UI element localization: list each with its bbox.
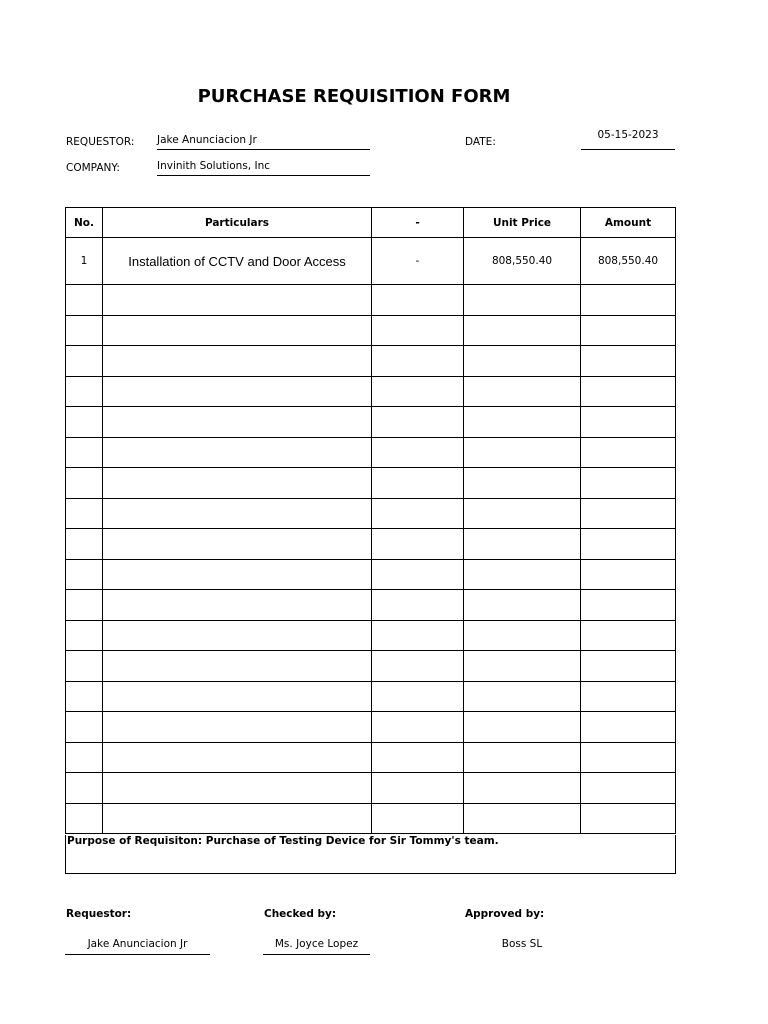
- sig-approved-name[interactable]: Boss SL: [501, 938, 543, 950]
- table-cell[interactable]: [372, 468, 464, 499]
- table-cell[interactable]: [103, 529, 372, 560]
- table-row: [66, 285, 676, 316]
- table-cell[interactable]: [372, 346, 464, 377]
- table-cell[interactable]: [372, 559, 464, 590]
- date-field[interactable]: 05-15-2023: [581, 129, 675, 150]
- form-title: PURCHASE REQUISITION FORM: [197, 86, 511, 107]
- table-cell[interactable]: [103, 803, 372, 834]
- table-cell[interactable]: [66, 651, 103, 682]
- header-particulars: Particulars: [103, 208, 372, 238]
- sig-checked-label: Checked by:: [264, 908, 337, 920]
- table-cell[interactable]: [103, 620, 372, 651]
- company-field[interactable]: Invinith Solutions, Inc: [157, 160, 370, 176]
- table-row: [66, 773, 676, 804]
- sig-checked-name[interactable]: Ms. Joyce Lopez: [263, 938, 370, 955]
- table-cell[interactable]: [464, 590, 581, 621]
- table-row: [66, 498, 676, 529]
- table-cell[interactable]: [464, 773, 581, 804]
- date-label: DATE:: [465, 136, 496, 148]
- table-row: [66, 468, 676, 499]
- cell-no[interactable]: 1: [66, 238, 103, 285]
- table-row: [66, 620, 676, 651]
- table-header-row: [66, 208, 676, 238]
- table-cell[interactable]: [581, 681, 676, 712]
- table-cell[interactable]: [581, 498, 676, 529]
- table-cell[interactable]: [103, 651, 372, 682]
- table-cell[interactable]: [66, 529, 103, 560]
- table-cell[interactable]: [464, 346, 581, 377]
- table-row: [66, 712, 676, 743]
- table-cell[interactable]: [103, 346, 372, 377]
- table-cell[interactable]: [372, 437, 464, 468]
- table-cell[interactable]: [66, 315, 103, 346]
- table-cell[interactable]: [581, 651, 676, 682]
- table-cell[interactable]: [464, 285, 581, 316]
- table-cell[interactable]: [66, 620, 103, 651]
- table-cell[interactable]: [103, 712, 372, 743]
- table-cell[interactable]: [66, 437, 103, 468]
- table-cell[interactable]: [372, 529, 464, 560]
- purpose-box[interactable]: Purpose of Requisiton: Purchase of Testing Device for Sir Tommy's team.: [65, 835, 676, 874]
- table-cell[interactable]: [66, 803, 103, 834]
- table-cell[interactable]: [372, 681, 464, 712]
- table-row: [66, 407, 676, 438]
- table-cell[interactable]: [581, 437, 676, 468]
- table-cell[interactable]: [581, 773, 676, 804]
- table-cell[interactable]: [103, 773, 372, 804]
- table-cell[interactable]: [66, 590, 103, 621]
- table-cell[interactable]: [66, 681, 103, 712]
- table-cell[interactable]: [464, 742, 581, 773]
- table-cell[interactable]: [66, 773, 103, 804]
- table-cell[interactable]: [103, 590, 372, 621]
- table-cell[interactable]: [103, 285, 372, 316]
- table-cell[interactable]: [581, 285, 676, 316]
- table-cell[interactable]: [103, 498, 372, 529]
- table-cell[interactable]: [464, 407, 581, 438]
- table-cell[interactable]: [103, 407, 372, 438]
- table-cell[interactable]: [372, 590, 464, 621]
- table-cell[interactable]: [581, 712, 676, 743]
- table-cell[interactable]: [66, 376, 103, 407]
- table-cell[interactable]: [464, 620, 581, 651]
- table-cell[interactable]: [66, 346, 103, 377]
- table-cell[interactable]: [103, 559, 372, 590]
- table-cell[interactable]: [464, 681, 581, 712]
- cell-particulars[interactable]: Installation of CCTV and Door Access: [103, 238, 372, 285]
- table-cell[interactable]: [372, 712, 464, 743]
- table-row: [66, 651, 676, 682]
- table-row: [66, 559, 676, 590]
- table-cell[interactable]: [66, 742, 103, 773]
- sig-approved-label: Approved by:: [465, 908, 545, 920]
- header-dash: -: [372, 208, 464, 238]
- table-cell[interactable]: [66, 407, 103, 438]
- table-cell[interactable]: [581, 803, 676, 834]
- table-cell[interactable]: [581, 315, 676, 346]
- table-row: [66, 529, 676, 560]
- items-table: [65, 207, 676, 834]
- requestor-label: REQUESTOR:: [66, 136, 135, 148]
- table-cell[interactable]: [464, 559, 581, 590]
- table-cell[interactable]: [103, 468, 372, 499]
- company-label: COMPANY:: [66, 162, 120, 174]
- table-cell[interactable]: [581, 620, 676, 651]
- table-cell[interactable]: [372, 285, 464, 316]
- table-cell[interactable]: [464, 376, 581, 407]
- table-cell[interactable]: [464, 651, 581, 682]
- table-cell[interactable]: [464, 712, 581, 743]
- table-cell[interactable]: [66, 559, 103, 590]
- table-cell[interactable]: [66, 285, 103, 316]
- header-amount: Amount: [581, 208, 676, 238]
- table-cell[interactable]: [103, 742, 372, 773]
- table-cell[interactable]: [372, 315, 464, 346]
- table-cell[interactable]: [372, 742, 464, 773]
- cell-dash[interactable]: -: [372, 238, 464, 285]
- table-cell[interactable]: [66, 498, 103, 529]
- table-cell[interactable]: [372, 498, 464, 529]
- table-row: [66, 315, 676, 346]
- table-cell[interactable]: [103, 681, 372, 712]
- table-cell[interactable]: [66, 468, 103, 499]
- table-cell[interactable]: [372, 773, 464, 804]
- table-cell[interactable]: [581, 407, 676, 438]
- table-row: [66, 238, 676, 285]
- table-cell[interactable]: [103, 376, 372, 407]
- cell-amount[interactable]: 808,550.40: [581, 238, 676, 285]
- cell-unit-price[interactable]: 808,550.40: [464, 238, 581, 285]
- table-cell[interactable]: [103, 315, 372, 346]
- table-cell[interactable]: [464, 529, 581, 560]
- table-cell[interactable]: [372, 620, 464, 651]
- table-cell[interactable]: [372, 407, 464, 438]
- table-row: [66, 437, 676, 468]
- requestor-field[interactable]: Jake Anunciacion Jr: [157, 134, 370, 150]
- table-cell[interactable]: [66, 712, 103, 743]
- table-cell[interactable]: [581, 559, 676, 590]
- table-row: [66, 803, 676, 834]
- table-row: [66, 590, 676, 621]
- header-unit-price: Unit Price: [464, 208, 581, 238]
- table-cell[interactable]: [581, 346, 676, 377]
- table-row: [66, 346, 676, 377]
- table-cell[interactable]: [372, 376, 464, 407]
- table-cell[interactable]: [581, 742, 676, 773]
- header-no: No.: [66, 208, 103, 238]
- table-row: [66, 742, 676, 773]
- table-row: [66, 376, 676, 407]
- table-cell[interactable]: [464, 803, 581, 834]
- table-row: [66, 681, 676, 712]
- table-cell[interactable]: [581, 529, 676, 560]
- table-cell[interactable]: [372, 651, 464, 682]
- table-cell[interactable]: [464, 315, 581, 346]
- table-cell[interactable]: [464, 437, 581, 468]
- sig-requestor-name[interactable]: Jake Anunciacion Jr: [65, 938, 210, 955]
- table-cell[interactable]: [464, 468, 581, 499]
- table-cell[interactable]: [372, 803, 464, 834]
- table-cell[interactable]: [581, 468, 676, 499]
- table-cell[interactable]: [464, 498, 581, 529]
- table-cell[interactable]: [103, 437, 372, 468]
- table-cell[interactable]: [581, 590, 676, 621]
- table-cell[interactable]: [581, 376, 676, 407]
- sig-requestor-label: Requestor:: [66, 908, 132, 920]
